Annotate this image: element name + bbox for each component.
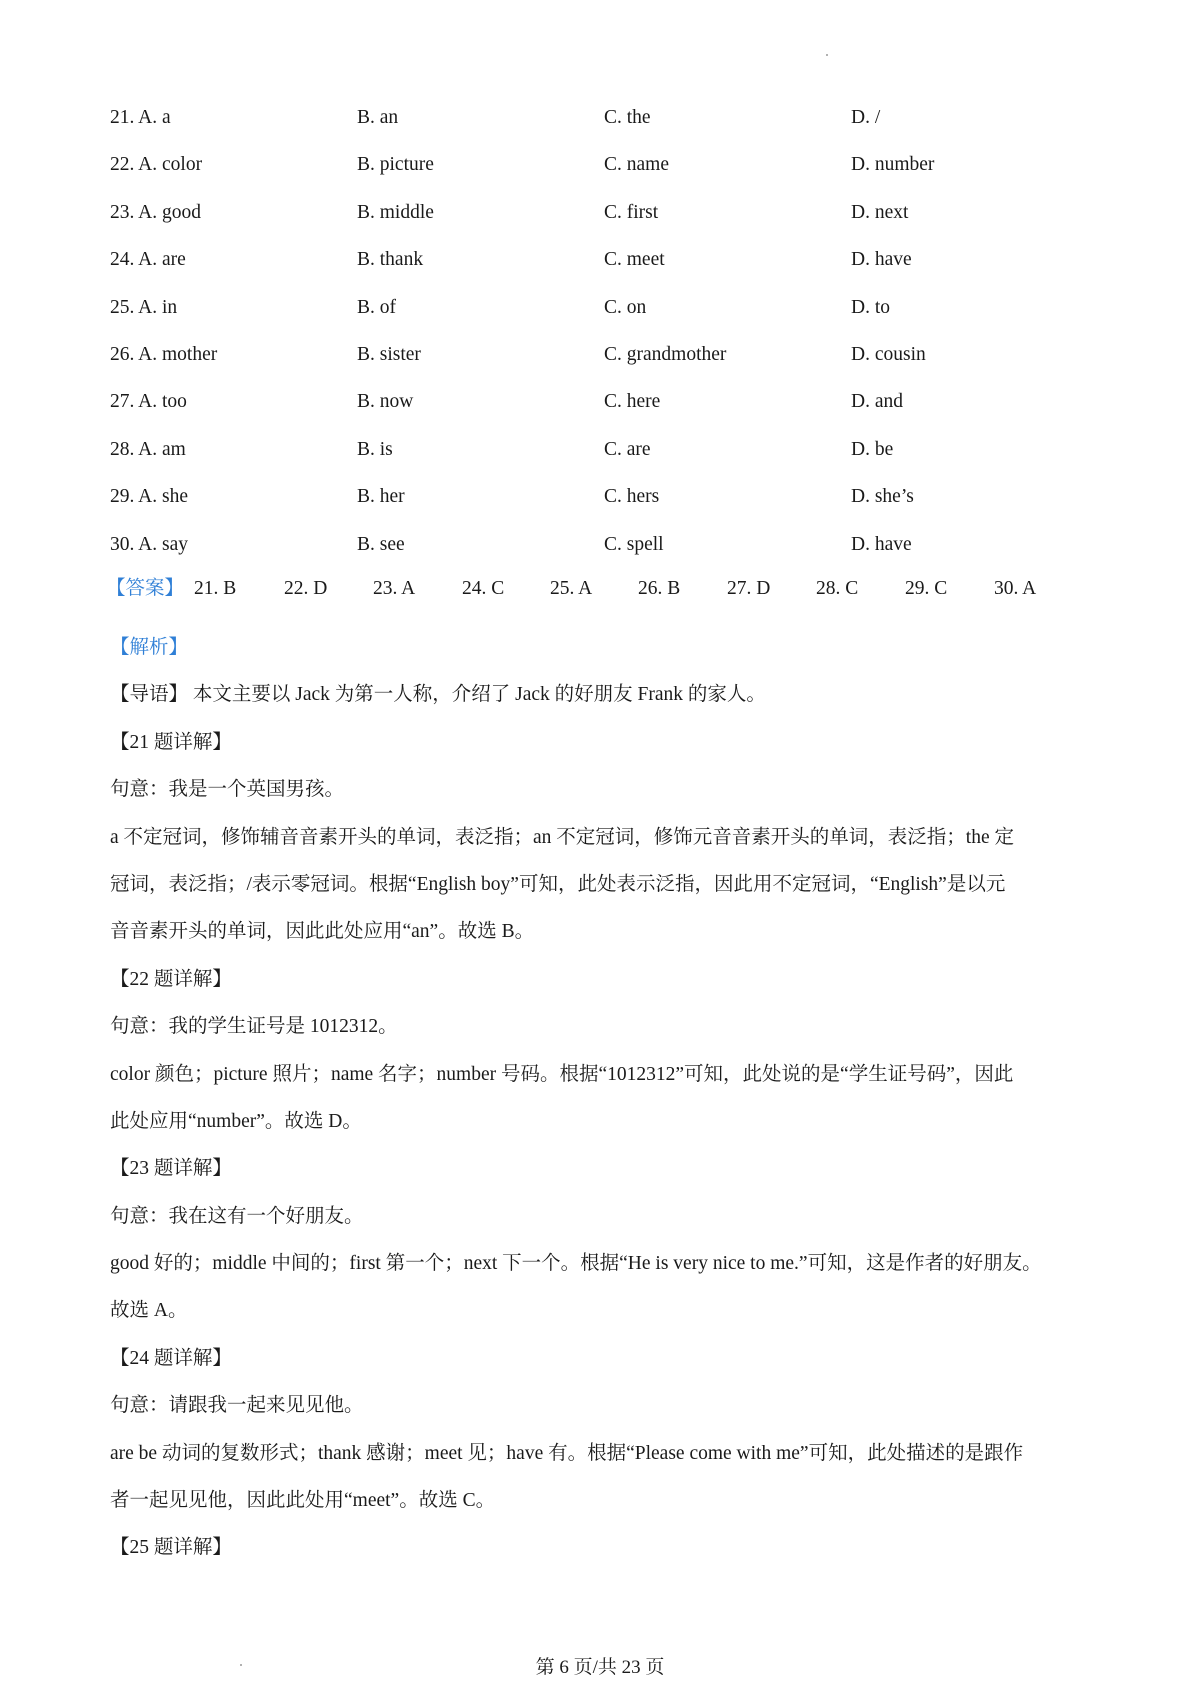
- option-d: D. have: [851, 533, 912, 555]
- option-a: 28. A. am: [110, 438, 186, 460]
- q21-heading: 【21 题详解】: [110, 731, 232, 753]
- question-row: [110, 145, 1110, 192]
- q24-explanation-line: 者一起见见他，因此此处用“meet”。故选 C。: [110, 1490, 496, 1512]
- q23-heading: 【23 题详解】: [110, 1158, 232, 1180]
- answer-tag: 【答案】: [106, 578, 185, 599]
- option-a: 26. A. mother: [110, 343, 218, 365]
- option-b: B. now: [357, 391, 414, 413]
- option-d: D. number: [851, 154, 935, 176]
- option-d: D. have: [851, 249, 912, 271]
- page-footer: 第 6 页/共 23 页: [535, 1657, 665, 1678]
- question-row: [110, 525, 1110, 572]
- q21-explanation-line: 音音素开头的单词，因此此处应用“an”。故选 B。: [110, 921, 535, 943]
- option-b: B. thank: [357, 249, 424, 271]
- answer-item: 30. A: [994, 578, 1037, 599]
- q23-explanation-line: good 好的；middle 中间的；first 第一个；next 下一个。根据“He is very nice to me.”可知，这是作者的好朋友。: [110, 1253, 1042, 1275]
- analysis-section: [110, 624, 1100, 1572]
- q23-explanation-line: 故选 A。: [110, 1300, 188, 1322]
- option-b: B. see: [357, 533, 405, 555]
- option-d: D. cousin: [851, 343, 926, 365]
- q22-meaning: 句意：我的学生证号是 1012312。: [110, 1016, 398, 1038]
- answer-row: [106, 577, 1037, 601]
- option-b: B. of: [357, 296, 396, 318]
- q21-explanation-line: a 不定冠词，修饰辅音音素开头的单词，表泛指；an 不定冠词，修饰元音音素开头的单词，表泛指；the 定: [110, 826, 1015, 848]
- intro-line: 【导语】 本文主要以 Jack 为第一人称，介绍了 Jack 的好朋友 Frank 的家人。: [110, 684, 766, 706]
- question-row: [110, 98, 1110, 145]
- option-b: B. middle: [357, 201, 434, 223]
- q23-meaning: 句意：我在这有一个好朋友。: [110, 1205, 364, 1227]
- option-d: D. she’s: [851, 486, 914, 508]
- option-b: B. an: [357, 107, 399, 128]
- option-a: 24. A. are: [110, 249, 186, 271]
- option-c: C. hers: [604, 486, 660, 508]
- option-d: D. /: [851, 107, 881, 128]
- speck-mark: [826, 54, 828, 56]
- answer-item: 23. A: [373, 578, 416, 599]
- option-a: 21. A. a: [110, 107, 171, 128]
- question-row: [110, 382, 1110, 429]
- option-c: C. name: [604, 154, 669, 176]
- question-row: [110, 477, 1110, 524]
- q22-explanation-line: color 颜色；picture 照片；name 名字；number 号码。根据“1012312”可知，此处说的是“学生证号码”，因此: [110, 1063, 1014, 1085]
- option-a: 22. A. color: [110, 154, 203, 176]
- question-row: [110, 240, 1110, 287]
- option-a: 27. A. too: [110, 391, 187, 413]
- q21-explanation-line: 冠词，表泛指；/表示零冠词。根据“English boy”可知，此处表示泛指，因此用不定冠词，“English”是以元: [110, 873, 1006, 895]
- q24-meaning: 句意：请跟我一起来见见他。: [110, 1395, 364, 1417]
- option-b: B. is: [357, 438, 393, 460]
- option-c: C. on: [604, 296, 647, 318]
- analysis-tag: 【解析】: [110, 637, 189, 658]
- option-c: C. grandmother: [604, 343, 727, 365]
- answer-item: 21. B: [194, 578, 237, 599]
- answer-item: 28. C: [816, 578, 859, 599]
- option-c: C. are: [604, 438, 651, 460]
- option-d: D. next: [851, 201, 909, 223]
- option-a: 29. A. she: [110, 486, 188, 508]
- question-row: [110, 288, 1110, 335]
- option-c: C. first: [604, 201, 659, 223]
- q22-heading: 【22 题详解】: [110, 968, 232, 990]
- q21-meaning: 句意：我是一个英国男孩。: [110, 779, 345, 801]
- option-b: B. her: [357, 486, 405, 508]
- option-d: D. to: [851, 296, 890, 318]
- q24-heading: 【24 题详解】: [110, 1347, 232, 1369]
- option-b: B. picture: [357, 154, 434, 176]
- answer-item: 27. D: [727, 578, 771, 599]
- answer-item: 26. B: [638, 578, 681, 599]
- answer-item: 22. D: [284, 578, 328, 599]
- option-b: B. sister: [357, 343, 421, 365]
- answer-item: 29. C: [905, 578, 948, 599]
- q25-heading: 【25 题详解】: [110, 1537, 232, 1559]
- answer-item: 24. C: [462, 578, 505, 599]
- option-c: C. spell: [604, 533, 664, 555]
- question-row: [110, 335, 1110, 382]
- question-row: [110, 430, 1110, 477]
- option-d: D. be: [851, 438, 894, 460]
- option-c: C. meet: [604, 249, 665, 271]
- option-a: 30. A. say: [110, 533, 188, 555]
- option-a: 23. A. good: [110, 201, 202, 223]
- option-c: C. the: [604, 107, 651, 128]
- answer-item: 25. A: [550, 578, 593, 599]
- options-table: [110, 98, 1110, 572]
- q22-explanation-line: 此处应用“number”。故选 D。: [110, 1110, 362, 1132]
- q24-explanation-line: are be 动词的复数形式；thank 感谢；meet 见；have 有。根据“Please come with me”可知，此处描述的是跟作: [110, 1442, 1024, 1464]
- question-row: [110, 193, 1110, 240]
- option-a: 25. A. in: [110, 296, 178, 318]
- option-d: D. and: [851, 391, 903, 413]
- option-c: C. here: [604, 391, 661, 413]
